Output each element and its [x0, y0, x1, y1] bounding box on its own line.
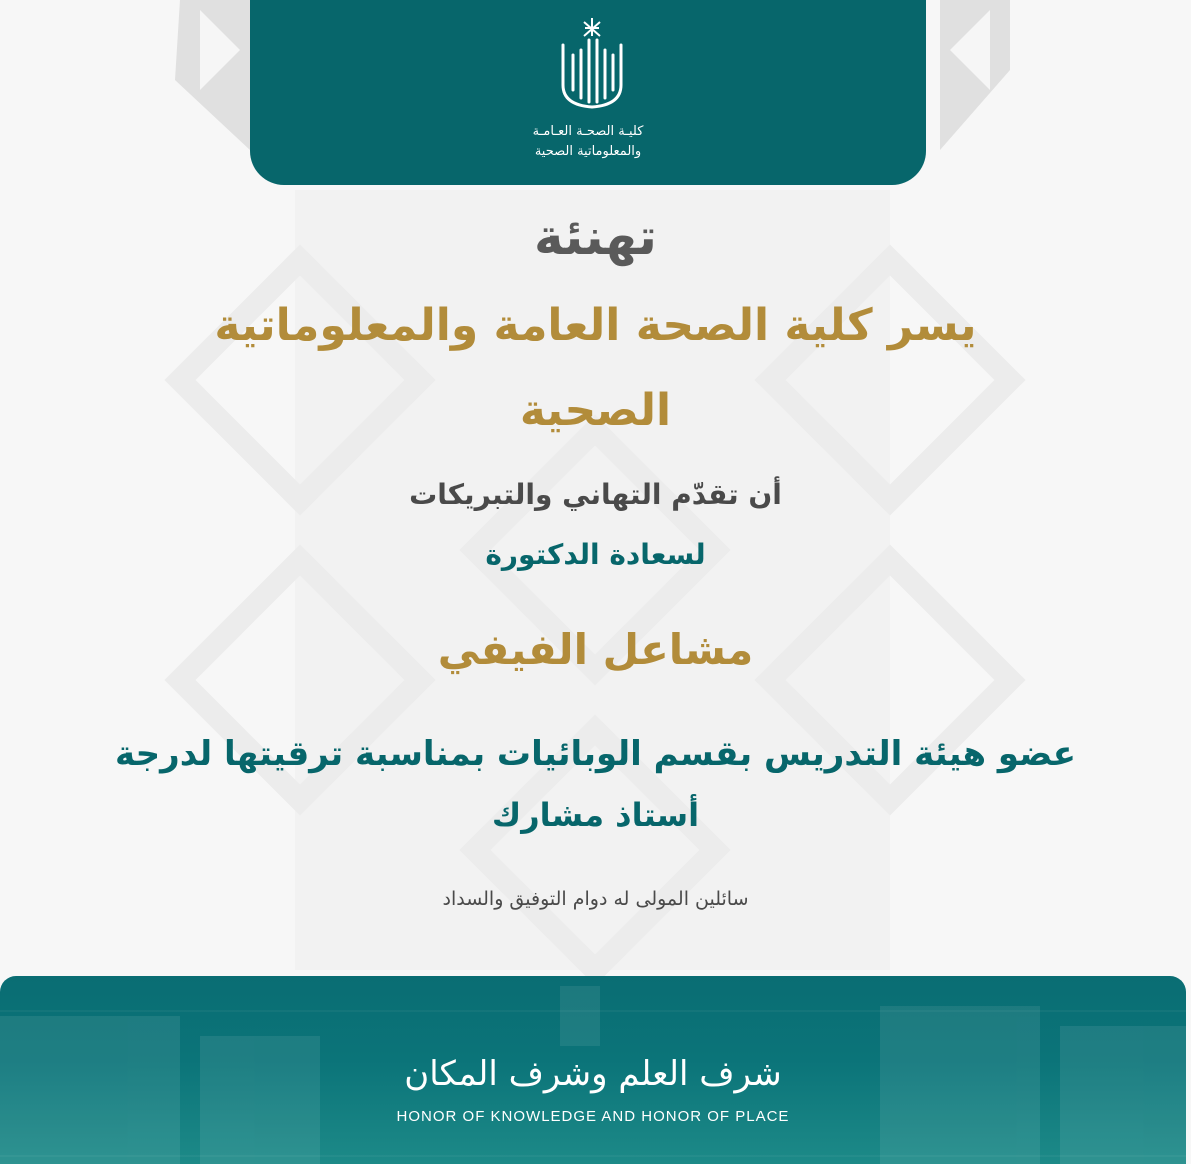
- university-logo-icon: [555, 10, 629, 110]
- honoree-name: مشاعل الفيفي: [437, 625, 754, 674]
- page-title: تهنئة: [534, 208, 657, 266]
- header-banner: [250, 0, 926, 185]
- role-line-1: عضو هيئة التدريس بقسم الوبائيات بمناسبة ترقيتها لدرجة: [115, 734, 1076, 774]
- logo-text-line-1: كليـة الصحـة العـامـة: [532, 124, 644, 139]
- footer-slogan-english: HONOR OF KNOWLEDGE AND HONOR OF PLACE: [396, 1108, 790, 1125]
- announcement-line-1: يسر كلية الصحة العامة والمعلوماتية: [214, 300, 977, 351]
- footer-slogan-arabic: شرف العلم وشرف المكان: [404, 1054, 782, 1094]
- footer-banner: [0, 976, 1186, 1164]
- announcement-line-4: لسعادة الدكتورة: [485, 538, 706, 571]
- announcement-line-2: الصحية: [519, 385, 672, 436]
- closing-line: سائلين المولى له دوام التوفيق والسداد: [442, 888, 749, 910]
- role-line-2: أستاذ مشارك: [491, 796, 700, 834]
- announcement-line-3: أن تقدّم التهاني والتبريكات: [409, 478, 782, 511]
- logo-text-line-2: والمعلوماتية الصحية: [534, 144, 642, 159]
